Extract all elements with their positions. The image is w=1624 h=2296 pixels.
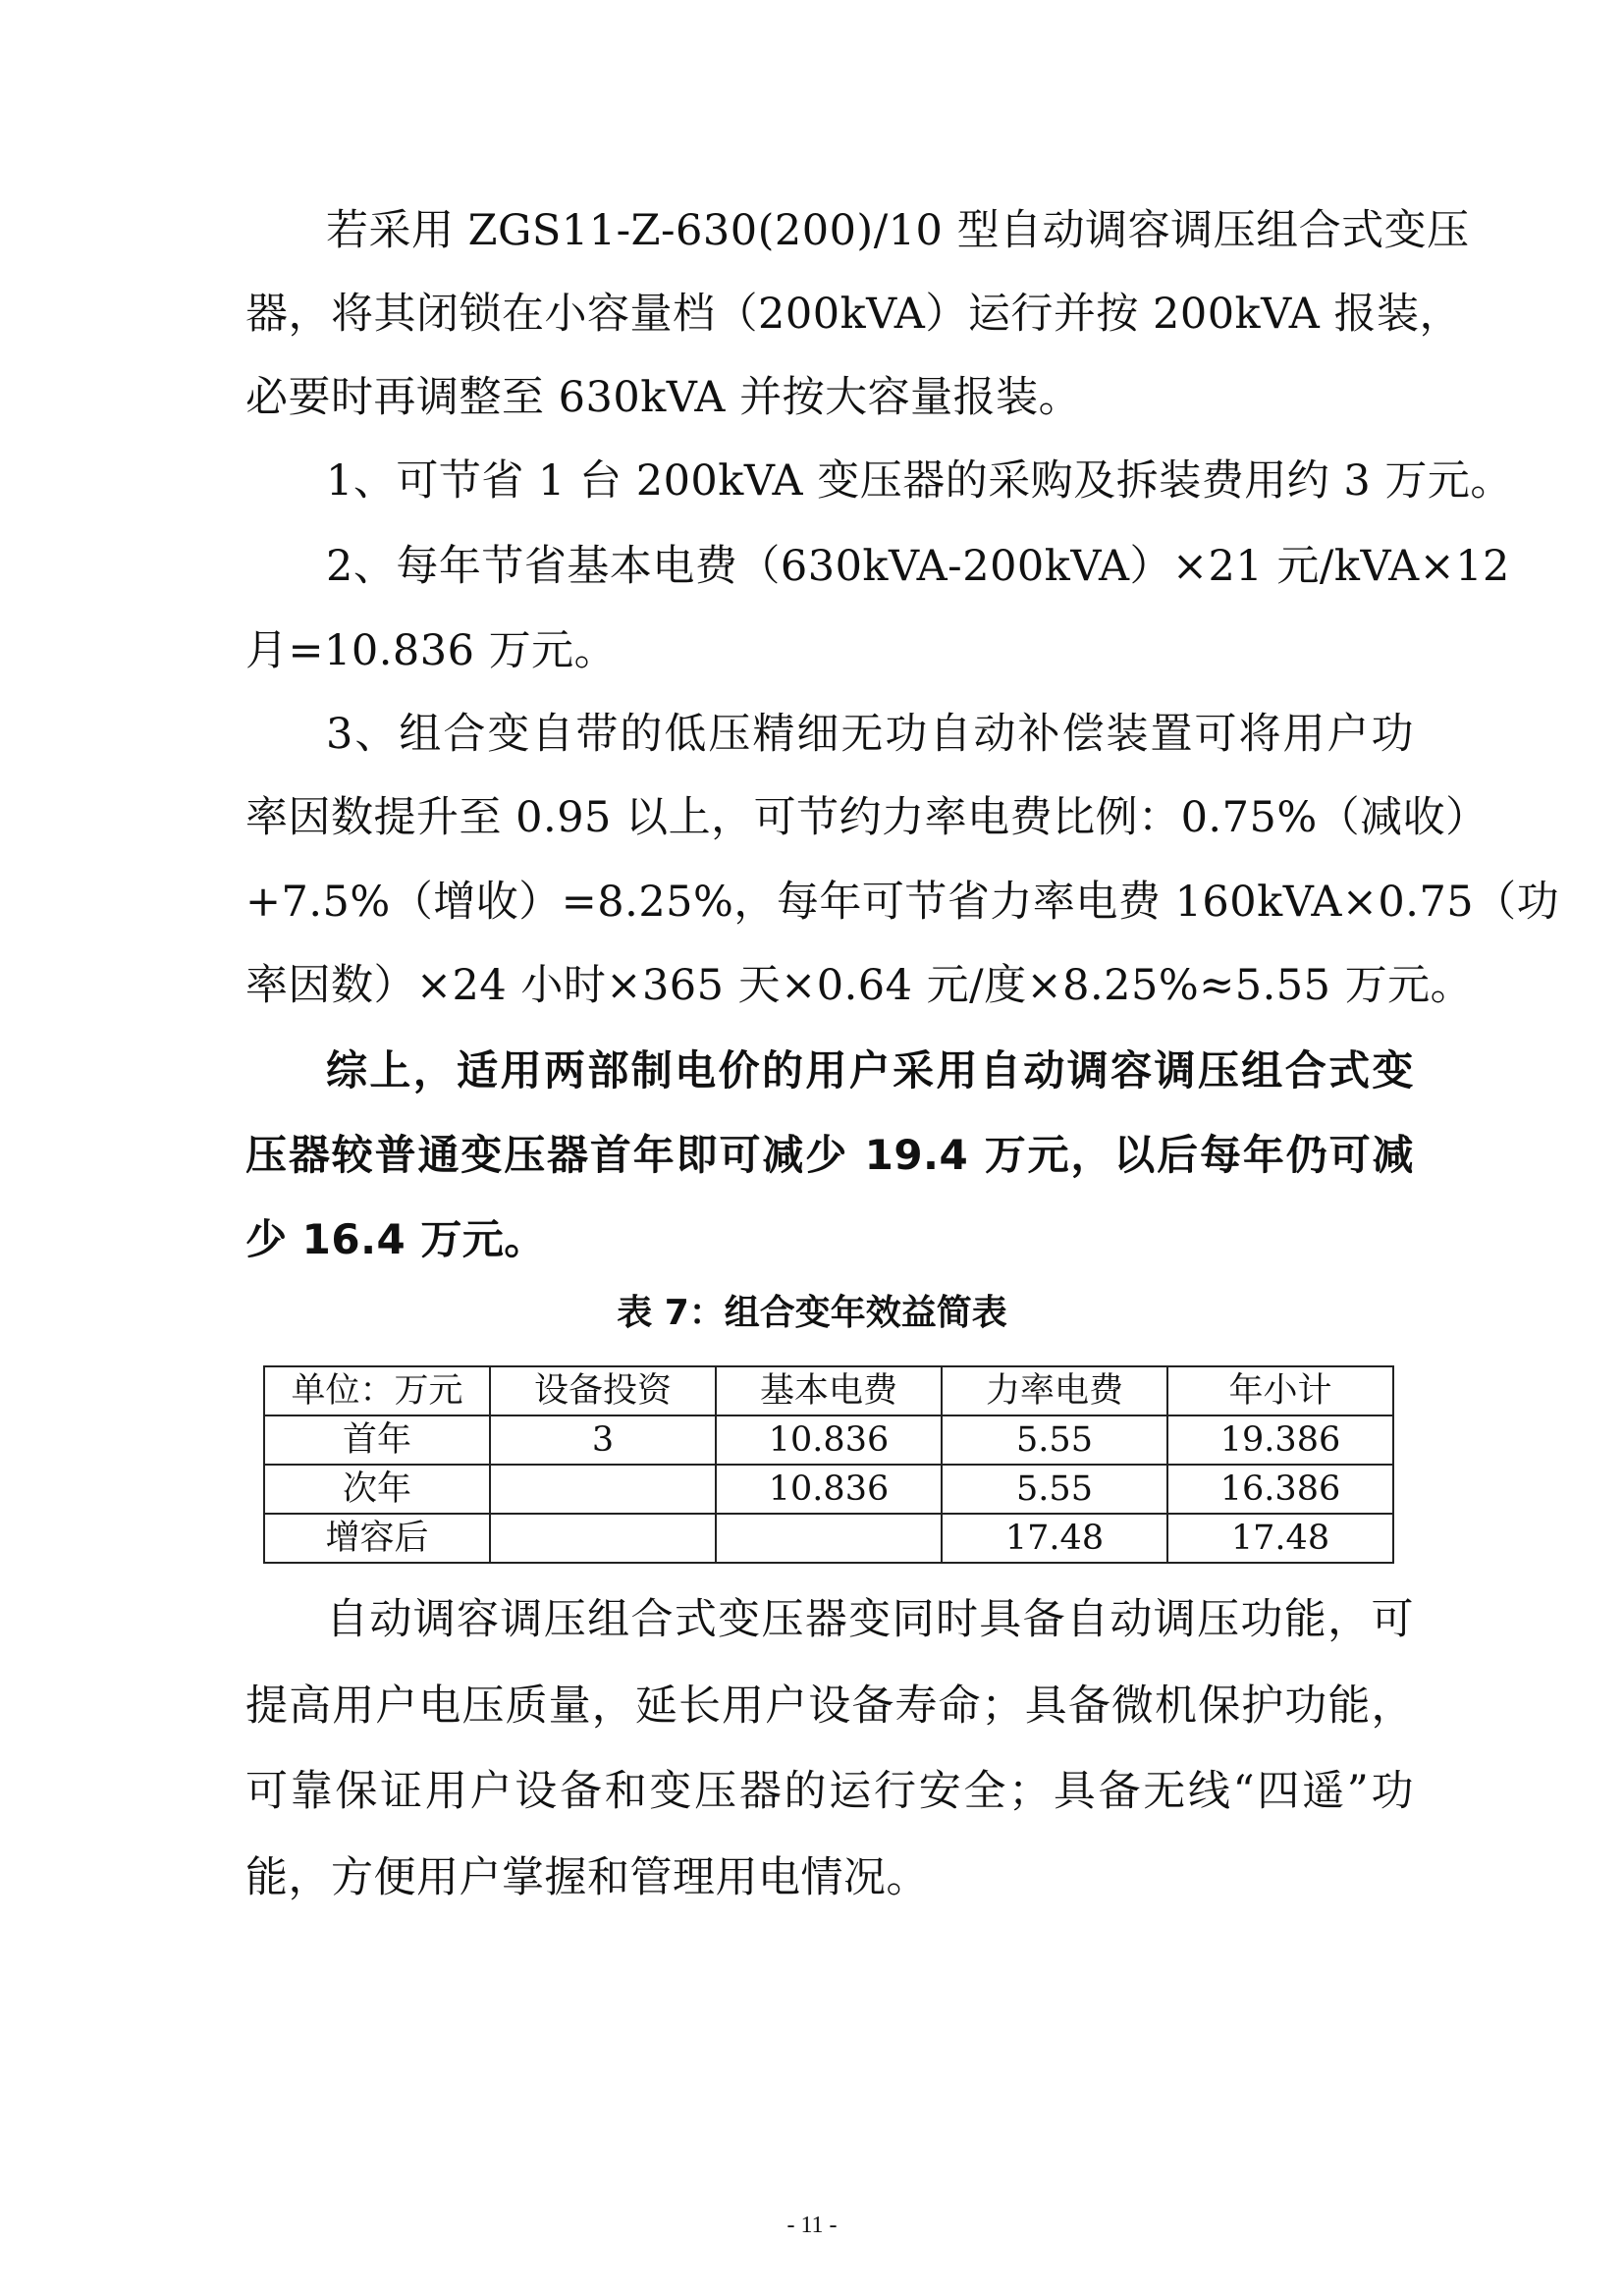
table-cell: 5.55 <box>942 1415 1167 1465</box>
table-caption: 表 7：组合变年效益简表 <box>617 1293 1007 1333</box>
summary-line: 综上，适用两部制电价的用户采用自动调容调压组合式变 <box>326 1046 1414 1095</box>
paragraph-line: 必要时再调整至 630kVA 并按大容量报装。 <box>245 373 1082 422</box>
table-cell: 17.48 <box>1167 1514 1393 1563</box>
page-number: - 11 - <box>786 2213 838 2238</box>
table-row <box>264 1465 1393 1514</box>
paragraph-line: 提高用户电压质量，延长用户设备寿命；具备微机保护功能， <box>245 1682 1414 1731</box>
paragraph-line: 若采用 ZGS11-Z-630(200)/10 型自动调容调压组合式变压 <box>326 206 1470 255</box>
table-header-cell: 年小计 <box>1167 1366 1393 1415</box>
table-cell: 16.386 <box>1167 1465 1393 1514</box>
table-cell: 17.48 <box>942 1514 1167 1563</box>
paragraph-line: 1、可节省 1 台 200kVA 变压器的采购及拆装费用约 3 万元。 <box>326 456 1513 506</box>
table-cell: 次年 <box>264 1465 490 1514</box>
summary-line: 少 16.4 万元。 <box>245 1215 546 1263</box>
paragraph-line: 月=10.836 万元。 <box>245 626 618 675</box>
table-row <box>264 1415 1393 1465</box>
paragraph-line: 率因数提升至 0.95 以上，可节约力率电费比例：0.75%（减收） <box>245 793 1489 842</box>
summary-line: 压器较普通变压器首年即可减少 19.4 万元，以后每年仍可减 <box>245 1131 1414 1179</box>
table-cell: 3 <box>490 1415 716 1465</box>
table-header-cell: 力率电费 <box>942 1366 1167 1415</box>
table-cell <box>490 1514 716 1563</box>
table-cell <box>716 1514 942 1563</box>
table-cell: 19.386 <box>1167 1415 1393 1465</box>
table-header-cell: 单位：万元 <box>264 1366 490 1415</box>
table-cell: 5.55 <box>942 1465 1167 1514</box>
paragraph-line: 能，方便用户掌握和管理用电情况。 <box>245 1853 929 1902</box>
table-cell <box>490 1465 716 1514</box>
table-header-cell: 设备投资 <box>490 1366 716 1415</box>
paragraph-line: 自动调容调压组合式变压器变同时具备自动调压功能，可 <box>326 1595 1414 1644</box>
table-cell: 10.836 <box>716 1465 942 1514</box>
table-cell: 10.836 <box>716 1415 942 1465</box>
benefit-table <box>263 1365 1394 1564</box>
paragraph-line: 器，将其闭锁在小容量档（200kVA）运行并按 200kVA 报装， <box>245 290 1462 339</box>
table-cell: 首年 <box>264 1415 490 1465</box>
table-row <box>264 1514 1393 1563</box>
table-cell: 增容后 <box>264 1514 490 1563</box>
paragraph-line: +7.5%（增收）=8.25%，每年可节省力率电费 160kVA×0.75（功 <box>245 878 1560 927</box>
paragraph-line: 3、组合变自带的低压精细无功自动补偿装置可将用户功 <box>326 710 1414 759</box>
paragraph-line: 2、每年节省基本电费（630kVA-200kVA）×21 元/kVA×12 <box>326 542 1510 591</box>
paragraph-line: 可靠保证用户设备和变压器的运行安全；具备无线“四遥”功 <box>245 1767 1414 1816</box>
paragraph-line: 率因数）×24 小时×365 天×0.64 元/度×8.25%≈5.55 万元。 <box>245 961 1474 1010</box>
table-header-cell: 基本电费 <box>716 1366 942 1415</box>
table-header-row <box>264 1366 1393 1415</box>
